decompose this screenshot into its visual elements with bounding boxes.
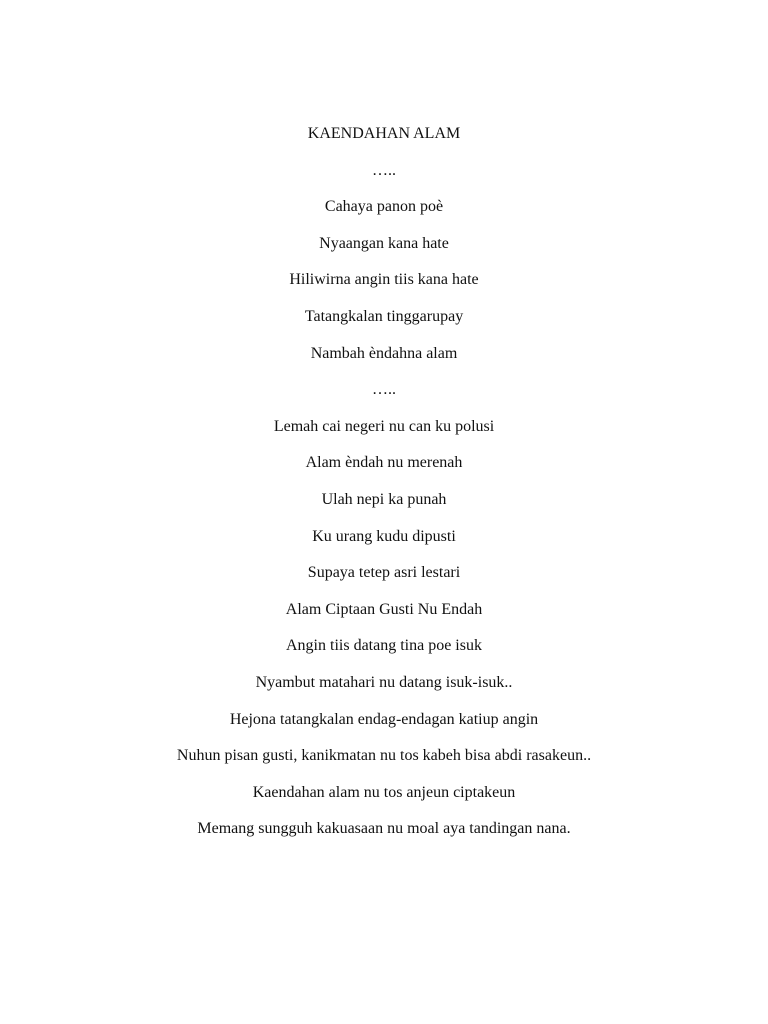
poem-line: Tatangkalan tinggarupay <box>304 307 464 325</box>
poem-line: Ku urang kudu dipusti <box>312 527 456 545</box>
poem-line: Hiliwirna angin tiis kana hate <box>289 271 479 289</box>
poem-line: Hejona tatangkalan endag-endagan katiup angin <box>229 710 539 728</box>
poem-title: KAENDAHAN ALAM <box>307 125 461 142</box>
poem-line: Nambah èndahna alam <box>310 344 458 362</box>
poem-line: Memang sungguh kakuasaan nu moal aya tandingan nana. <box>197 820 571 838</box>
poem-line: Nyaangan kana hate <box>319 234 449 252</box>
poem-line: Angin tiis datang tina poe isuk <box>286 637 482 655</box>
poem-line: Ulah nepi ka punah <box>321 490 447 508</box>
poem-line: Nuhun pisan gusti, kanikmatan nu tos kabeh bisa abdi rasakeun.. <box>176 747 592 765</box>
poem <box>0 122 768 854</box>
poem-line: Supaya tetep asri lestari <box>307 564 461 582</box>
poem-line: Alam èndah nu merenah <box>305 454 463 472</box>
poem-line: Lemah cai negeri nu can ku polusi <box>273 417 495 435</box>
poem-line: Cahaya panon poè <box>324 198 444 216</box>
stanza-separator: ….. <box>372 161 396 179</box>
poem-line: Kaendahan alam nu tos anjeun ciptakeun <box>252 783 516 801</box>
poem-line: Alam Ciptaan Gusti Nu Endah <box>285 600 483 618</box>
poem-line: Nyambut matahari nu datang isuk-isuk.. <box>255 673 513 691</box>
stanza-separator: ….. <box>372 381 396 399</box>
